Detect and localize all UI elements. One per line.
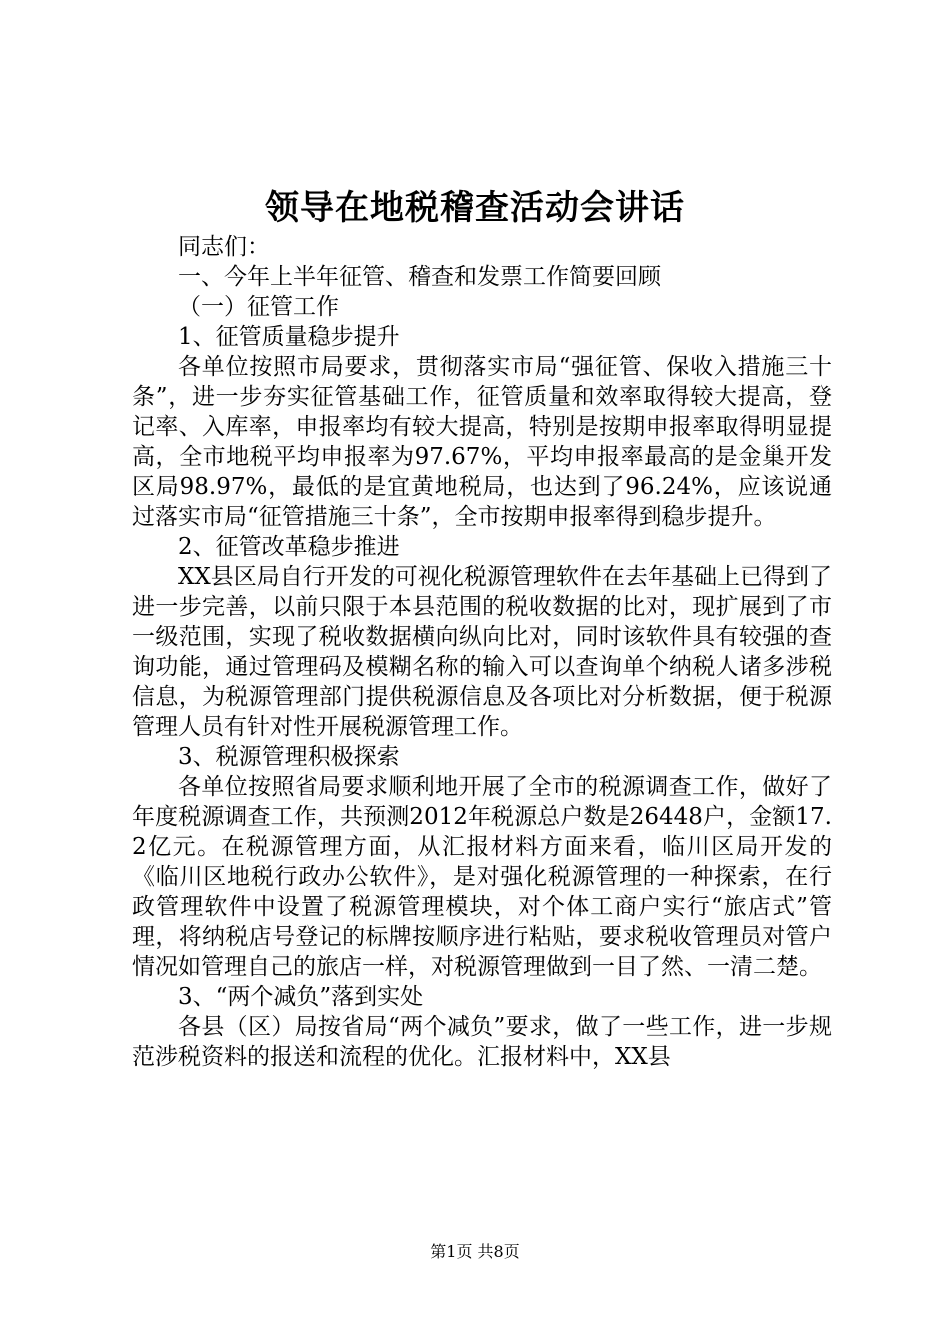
subsection-heading: （一）征管工作 [178,294,339,320]
item-heading: 3、税源管理积极探索 [178,744,400,770]
item-heading: 1、征管质量稳步提升 [178,324,400,350]
body-paragraph: 各单位按照省局要求顺利地开展了全市的税源调查工作，做好了年度税源调查工作，共预测2012年税源总户数是26448户，金额17.2亿元。在税源管理方面，从汇报材料方面来看，临川区局开发的《临川区地税行政办公软件》，是对强化税源管理的一种探索，在行政管理软件中设置了税源管理模块，对个体工商户实行“旅店式”管理，将纳税店号登记的标牌按顺序进行粘贴，要求税收管理员对管户情况如管理自己的旅店一样，对税源管理做到一目了然、一清二楚。 [132,774,832,980]
body-paragraph: 各县（区）局按省局“两个减负”要求，做了一些工作，进一步规范涉税资料的报送和流程的优化。汇报材料中，XX县 [132,1014,832,1070]
body-paragraph: XX县区局自行开发的可视化税源管理软件在去年基础上已得到了进一步完善，以前只限于本县范围的税收数据的比对，现扩展到了市一级范围，实现了税收数据横向纵向比对，同时该软件具有较强的查询功能，通过管理码及模糊名称的输入可以查询单个纳税人诸多涉税信息，为税源管理部门提供税源信息及各项比对分析数据，便于税源管理人员有针对性开展税源管理工作。 [132,564,832,740]
item-heading: 3、“两个减负”落到实处 [178,984,424,1010]
item-heading: 2、征管改革稳步推进 [178,534,400,560]
section-heading: 一、今年上半年征管、稽查和发票工作简要回顾 [178,264,661,290]
salutation: 同志们： [178,234,270,260]
body-paragraph: 各单位按照市局要求，贯彻落实市局“强征管、保收入措施三十条”，进一步夯实征管基础工作，征管质量和效率取得较大提高，登记率、入库率，申报率均有较大提高，特别是按期申报率取得明显提高，全市地税平均申报率为97.67%，平均申报率最高的是金巢开发区局98.97%，最低的是宜黄地税局，也达到了96.24%，应该说通过落实市局“征管措施三十条”，全市按期申报率得到稳步提升。 [132,354,832,530]
document-title: 领导在地税稽查活动会讲话 [265,188,685,228]
page-number: 第1页 共8页 [430,1242,520,1261]
document-body [132,232,832,1072]
